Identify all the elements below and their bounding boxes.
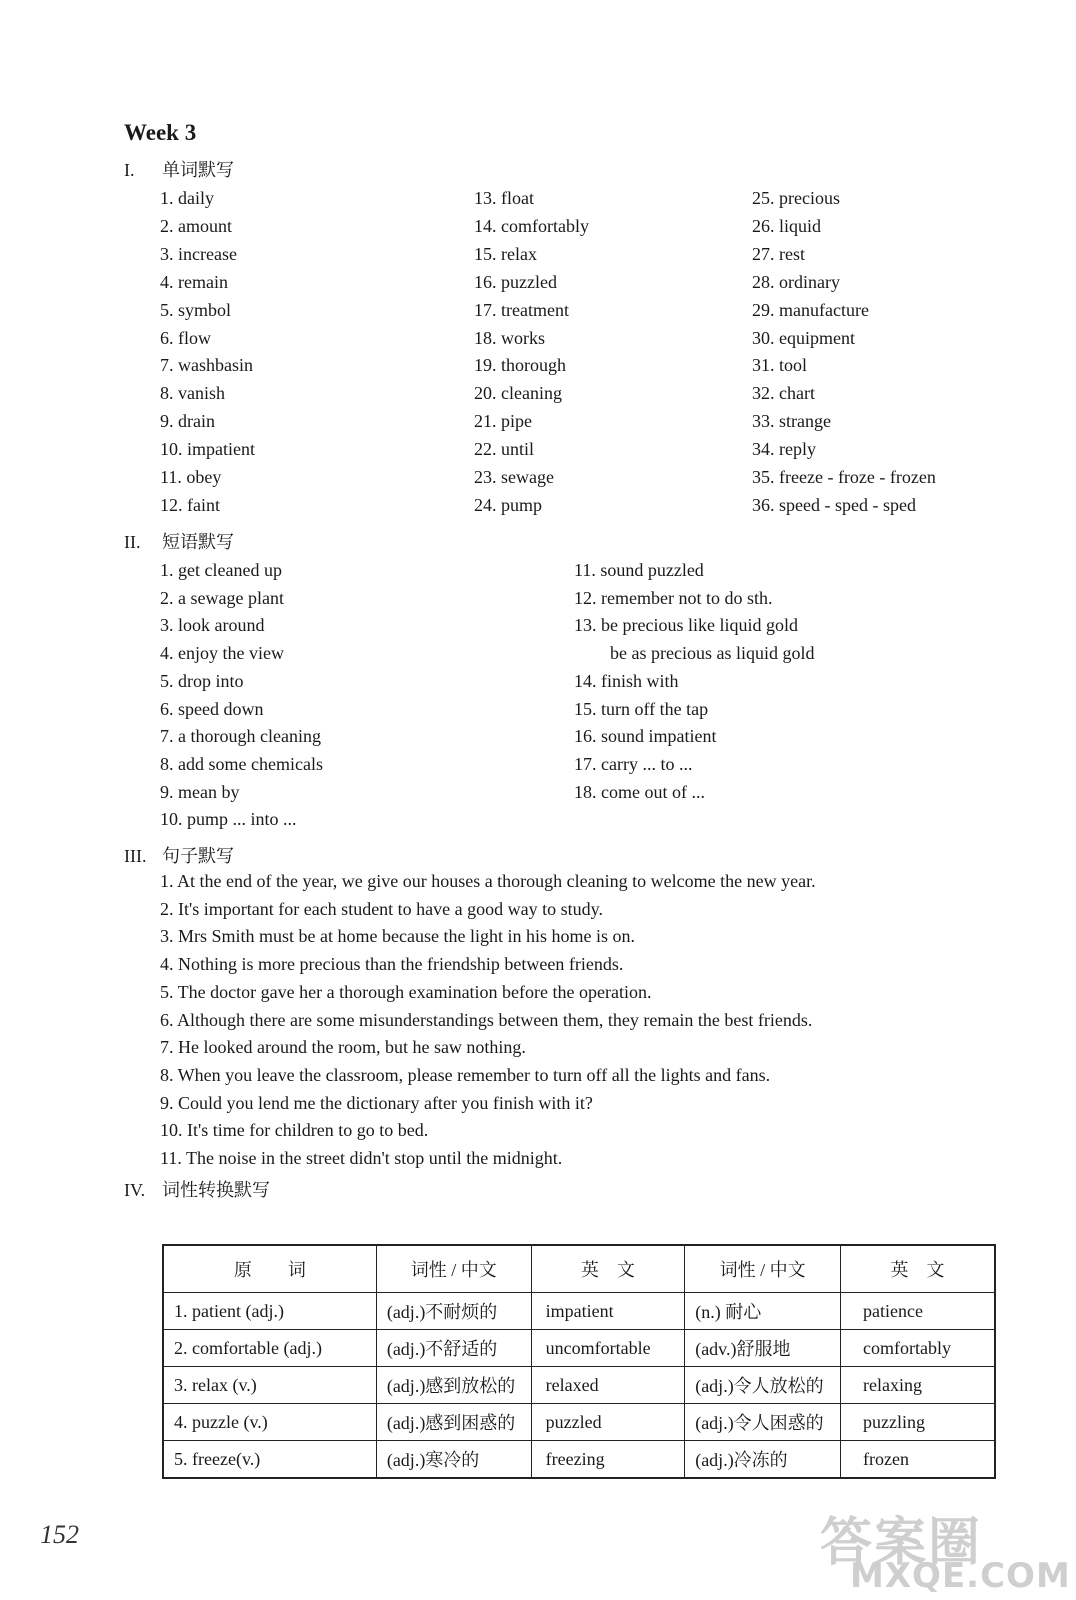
table-cell: comfortably [841,1330,996,1367]
table-cell: 3. relax (v.) [163,1367,376,1404]
phrase-item: 3. look around [160,615,265,636]
word-item: 20. cleaning [474,383,562,404]
table-row [163,1330,995,1367]
phrase-item: 4. enjoy the view [160,643,284,664]
word-item: 12. faint [160,494,220,515]
phrase-item: 11. sound puzzled [574,560,704,580]
word-item: 29. manufacture [752,299,869,320]
word-item: 19. thorough [474,355,566,376]
table-cell: (n.) 耐心 [685,1293,841,1330]
word-item: 13. float [474,188,534,208]
word-item: 11. obey [160,467,222,487]
table-cell: relaxed [531,1367,685,1404]
word-item: 5. symbol [160,299,232,320]
word-conversion-table [162,1244,996,1479]
word-item: 14. comfortably [474,215,589,236]
word-item: 23. sewage [474,467,554,487]
word-item: 8. vanish [160,383,225,404]
table-cell: puzzled [531,1404,685,1441]
sentence-item: 7. He looked around the room, but he saw nothing. [160,1037,526,1058]
table-cell: (adv.)舒服地 [685,1330,841,1367]
word-item: 18. works [474,327,545,348]
table-cell: (adj.)寒冷的 [376,1441,531,1479]
table-cell: impatient [531,1293,685,1330]
word-item: 35. freeze - froze - frozen [752,467,936,487]
page-number: 152 [40,1520,79,1549]
sentence-item: 1. At the end of the year, we give our houses a thorough cleaning to welcome the new year. [160,871,816,891]
word-item: 4. remain [160,271,228,292]
sentence-item: 6. Although there are some misunderstandings between them, they remain the best friends. [160,1009,813,1030]
word-item: 3. increase [160,243,237,264]
table-cell: patience [841,1293,996,1330]
phrase-item: 5. drop into [160,670,244,691]
sentence-item: 11. The noise in the street didn't stop until the midnight. [160,1148,563,1168]
word-item: 27. rest [752,243,805,264]
phrase-item: 6. speed down [160,698,264,719]
header-original-word: 原 词 [163,1245,376,1293]
phrase-item: 18. come out of ... [574,781,705,802]
table-row [163,1404,995,1441]
phrase-item: 17. carry ... to ... [574,753,693,774]
word-item: 7. washbasin [160,355,253,376]
word-item: 36. speed - sped - sped [752,494,916,515]
table-row [163,1441,995,1479]
phrase-item: 1. get cleaned up [160,560,282,580]
table-cell: relaxing [841,1367,996,1404]
word-item: 24. pump [474,494,543,515]
phrase-item: 9. mean by [160,781,240,802]
section-heading-conversion: IV. 词性转换默写 [124,1180,270,1200]
word-item: 22. until [474,439,535,460]
word-item: 9. drain [160,411,215,432]
word-item: 31. tool [752,355,808,376]
section-heading-phrases: II. 短语默写 [124,532,234,552]
table-cell: 5. freeze(v.) [163,1441,376,1479]
header-english-1: 英 文 [531,1245,685,1293]
word-item: 2. amount [160,215,232,236]
phrase-item: 12. remember not to do sth. [574,587,773,608]
table-cell: frozen [841,1441,996,1479]
table-cell: (adj.)感到困惑的 [376,1404,531,1441]
sentence-item: 10. It's time for children to go to bed. [160,1120,429,1141]
table-cell: (adj.)不耐烦的 [376,1293,531,1330]
word-item: 26. liquid [752,215,822,236]
word-item: 30. equipment [752,327,855,348]
table-header-row [163,1245,995,1293]
table-cell: puzzling [841,1404,996,1441]
word-item: 15. relax [474,243,537,264]
word-item: 32. chart [752,383,815,404]
phrase-item: 8. add some chemicals [160,753,323,774]
sentence-item: 3. Mrs Smith must be at home because the light in his home is on. [160,926,635,947]
phrase-item: 7. a thorough cleaning [160,726,321,747]
table-cell: 1. patient (adj.) [163,1293,376,1330]
word-item: 33. strange [752,411,831,432]
table-cell: (adj.)冷冻的 [685,1441,841,1479]
header-english-2: 英 文 [841,1245,996,1293]
header-pos-chinese-1: 词性 / 中文 [376,1245,531,1293]
word-item: 21. pipe [474,411,532,432]
section-heading-words: I. 单词默写 [124,160,234,180]
table-row [163,1367,995,1404]
word-item: 10. impatient [160,439,255,460]
table-row [163,1293,995,1330]
word-item: 28. ordinary [752,271,840,292]
phrase-item: 16. sound impatient [574,726,717,747]
word-item: 34. reply [752,439,816,460]
word-item: 16. puzzled [474,271,557,292]
phrase-item: 10. pump ... into ... [160,809,297,830]
table-cell: 2. comfortable (adj.) [163,1330,376,1367]
table-cell: (adj.)令人困惑的 [685,1404,841,1441]
sentence-item: 2. It's important for each student to have a good way to study. [160,898,603,919]
table-cell: (adj.)不舒适的 [376,1330,531,1367]
table-cell: uncomfortable [531,1330,685,1367]
sentence-item: 8. When you leave the classroom, please remember to turn off all the lights and fans. [160,1064,771,1085]
phrase-item: 15. turn off the tap [574,698,709,719]
section-heading-sentences: III. 句子默写 [124,846,234,866]
sentence-item: 5. The doctor gave her a thorough examination before the operation. [160,981,652,1002]
table-cell: (adj.)感到放松的 [376,1367,531,1404]
sentence-item: 9. Could you lend me the dictionary after you finish with it? [160,1092,593,1113]
phrase-item: 14. finish with [574,670,679,691]
watermark-logo: 答案圈 MXQE.COM [820,1513,1071,1596]
word-item: 25. precious [752,188,840,208]
page-title: Week 3 [124,120,197,145]
word-item: 17. treatment [474,299,569,320]
table-cell: freezing [531,1441,685,1479]
word-item: 6. flow [160,327,211,348]
sentence-item: 4. Nothing is more precious than the friendship between friends. [160,954,624,975]
table-cell: (adj.)令人放松的 [685,1367,841,1404]
phrase-item: 2. a sewage plant [160,587,284,608]
header-pos-chinese-2: 词性 / 中文 [685,1245,841,1293]
table-cell: 4. puzzle (v.) [163,1404,376,1441]
phrase-item: 13. be precious like liquid gold [574,615,798,636]
word-item: 1. daily [160,188,214,208]
phrase-item: be as precious as liquid gold [610,643,815,664]
